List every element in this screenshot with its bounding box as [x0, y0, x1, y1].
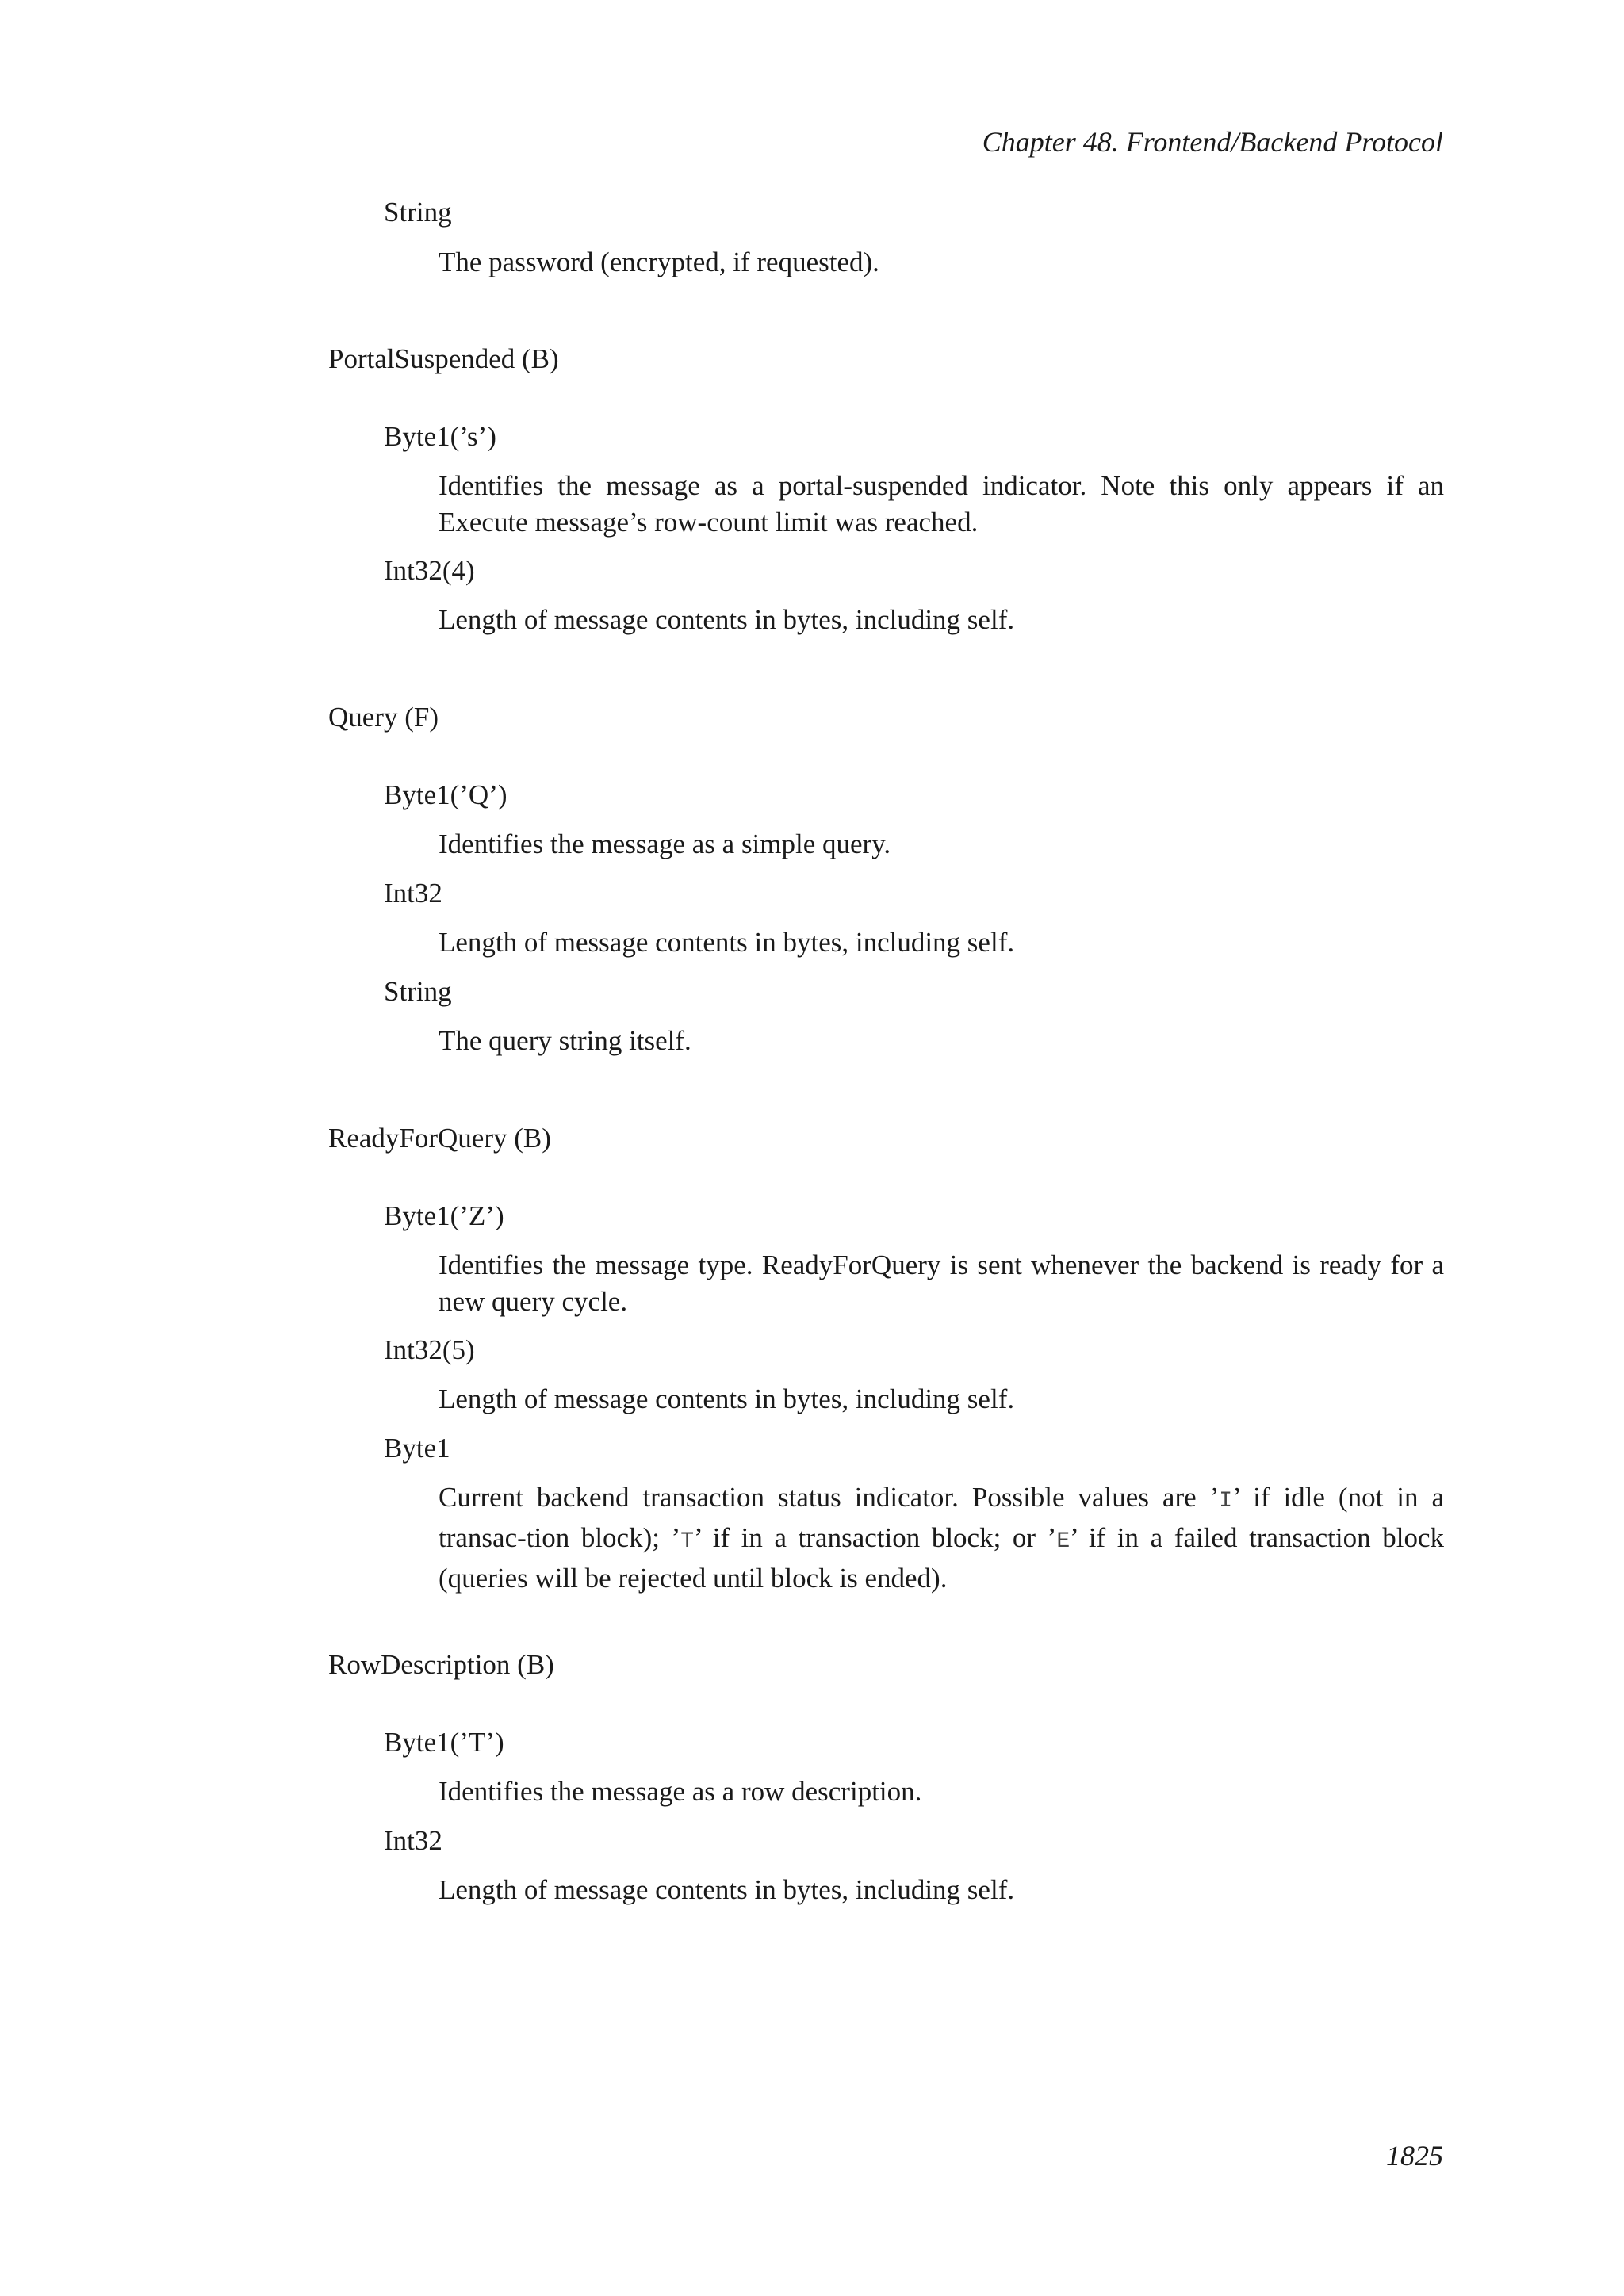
field-name-string: String [384, 197, 452, 228]
field-name-byte1: Byte1(’Q’) [384, 779, 508, 810]
field-name-string: String [384, 976, 452, 1007]
status-desc-text: ’ if idle (not in a transac-tion block); ’ [439, 1482, 1444, 1553]
message-title-readyforquery: ReadyForQuery (B) [328, 1123, 551, 1154]
field-desc-length: Length of message contents in bytes, including self. [439, 1874, 1015, 1905]
status-code-error: E [1056, 1529, 1071, 1554]
field-desc-transaction-status [439, 1479, 1444, 1597]
status-code-transaction: T [680, 1529, 695, 1554]
field-desc-query-string: The query string itself. [439, 1025, 691, 1056]
field-name-byte1: Byte1(’Z’) [384, 1200, 504, 1231]
field-name-int32: Int32(5) [384, 1334, 475, 1365]
field-desc-length: Length of message contents in bytes, including self. [439, 927, 1015, 958]
field-desc-length: Length of message contents in bytes, including self. [439, 1383, 1015, 1414]
field-desc-message-type: Identifies the message type. ReadyForQuery is sent whenever the backend is ready for a new query cycle. [439, 1249, 1444, 1317]
field-name-int32: Int32 [384, 878, 442, 909]
status-desc-text: ’ if in a transaction block; or ’ [694, 1522, 1057, 1553]
running-header: Chapter 48. Frontend/Backend Protocol [982, 126, 1443, 158]
field-desc-simple-query: Identifies the message as a simple query. [439, 828, 891, 859]
field-desc-password: The password (encrypted, if requested). [439, 247, 879, 277]
field-name-byte1: Byte1(’T’) [384, 1727, 504, 1758]
message-title-query: Query (F) [328, 702, 439, 733]
status-code-idle: I [1219, 1489, 1233, 1513]
field-desc-length: Length of message contents in bytes, including self. [439, 604, 1015, 635]
field-name-int32: Int32 [384, 1825, 442, 1856]
field-desc-portal-indicator: Identifies the message as a portal-suspended indicator. Note this only appears if an Execute message’s row-count limit was reached. [439, 470, 1444, 538]
field-name-int32: Int32(4) [384, 555, 475, 586]
field-name-byte1: Byte1(’s’) [384, 421, 496, 452]
field-name-byte1-status: Byte1 [384, 1433, 450, 1464]
page-number: 1825 [1386, 2140, 1443, 2172]
field-desc-row-description: Identifies the message as a row description. [439, 1776, 922, 1807]
message-title-rowdescription: RowDescription (B) [328, 1649, 554, 1680]
status-desc-text: ’ if in a failed transaction block (queries will be rejected until block is ended). [439, 1522, 1444, 1594]
message-title-portalsuspended: PortalSuspended (B) [328, 343, 559, 374]
status-desc-text: Current backend transaction status indicator. Possible values are ’ [439, 1482, 1220, 1513]
